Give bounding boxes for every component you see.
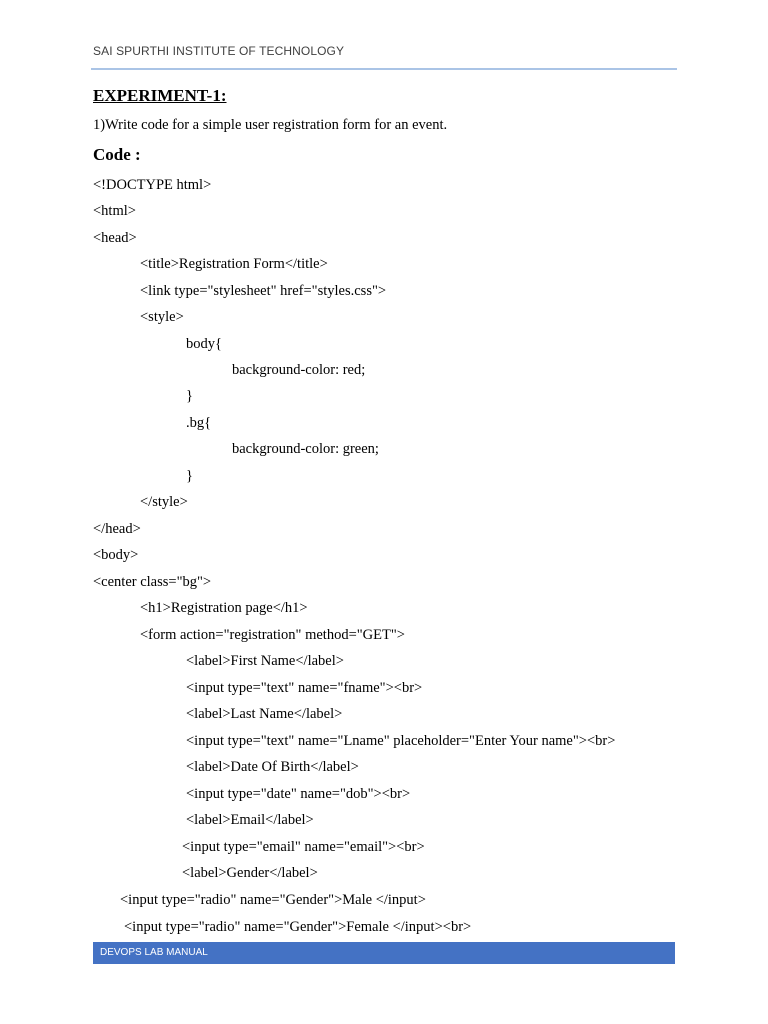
code-line: <input type="text" name="Lname" placeholder="Enter Your name"><br> <box>186 733 616 749</box>
code-line: <label>First Name</label> <box>186 653 344 669</box>
code-line: <!DOCTYPE html> <box>93 177 212 193</box>
code-line: <form action="registration" method="GET"> <box>140 627 405 643</box>
code-label: Code : <box>93 145 141 164</box>
code-line: background-color: red; <box>232 362 366 378</box>
code-line: <body> <box>93 547 139 563</box>
code-line: <link type="stylesheet" href="styles.css"> <box>140 283 387 299</box>
code-line: <input type="date" name="dob"><br> <box>186 786 411 802</box>
header-divider <box>91 68 677 70</box>
code-line: <title>Registration Form</title> <box>140 256 328 272</box>
code-line: <head> <box>93 230 137 246</box>
code-line: } <box>186 388 193 404</box>
task-description: 1)Write code for a simple user registration form for an event. <box>93 117 448 133</box>
page-footer <box>93 942 675 964</box>
code-line: <html> <box>93 203 136 219</box>
page-header-institute: SAI SPURTHI INSTITUTE OF TECHNOLOGY <box>93 44 345 58</box>
code-line: } <box>186 468 193 484</box>
code-line: <label>Last Name</label> <box>186 706 343 722</box>
footer-label: DEVOPS LAB MANUAL <box>100 947 208 958</box>
code-line: <input type="text" name="fname"><br> <box>186 680 423 696</box>
code-line: <style> <box>140 309 184 325</box>
code-line: </head> <box>93 521 141 537</box>
code-line: body{ <box>186 336 222 352</box>
code-line: <center class="bg"> <box>93 574 212 590</box>
code-line: <input type="radio" name="Gender">Male </input> <box>120 892 426 908</box>
code-line: <label>Email</label> <box>186 812 314 828</box>
experiment-heading: EXPERIMENT-1: <box>93 86 227 105</box>
code-line: <input type="email" name="email"><br> <box>182 839 425 855</box>
code-line: <h1>Registration page</h1> <box>140 600 308 616</box>
code-line: <label>Date Of Birth</label> <box>186 759 359 775</box>
code-line: <input type="radio" name="Gender">Female </input><br> <box>124 919 472 935</box>
code-line: .bg{ <box>186 415 212 431</box>
code-line: <label>Gender</label> <box>182 865 318 881</box>
code-line: background-color: green; <box>232 441 379 457</box>
code-line: </style> <box>140 494 188 510</box>
